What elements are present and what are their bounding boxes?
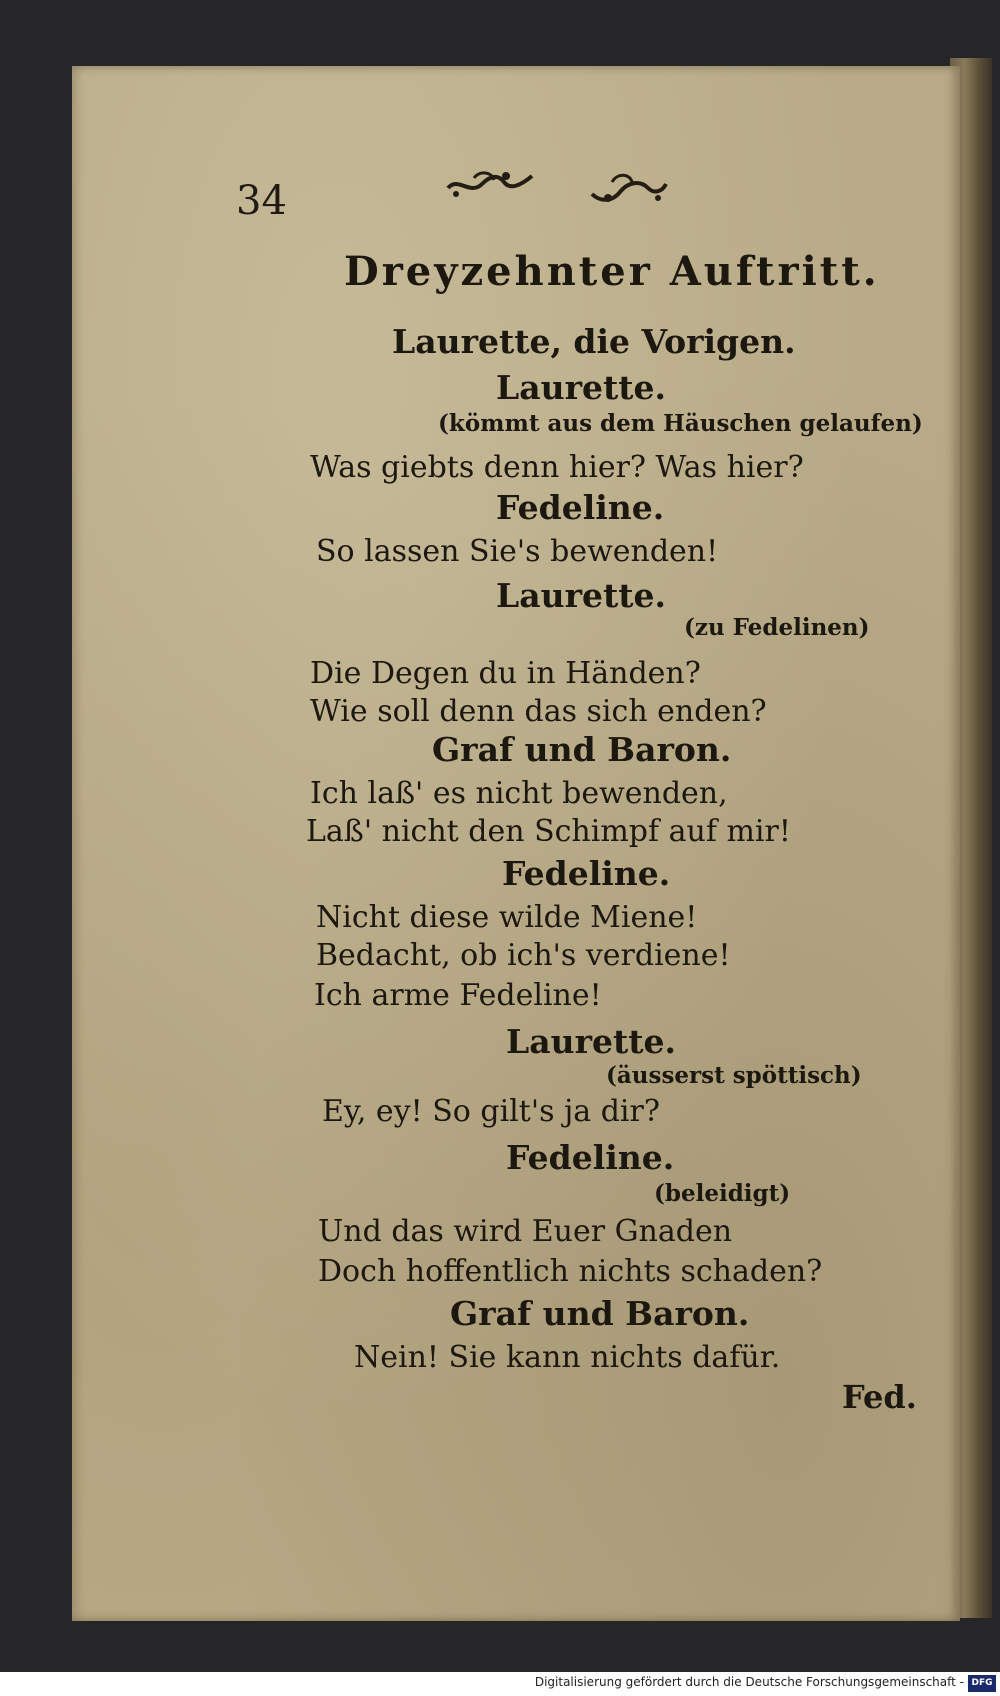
speaker-line: Graf und Baron. <box>450 1294 750 1333</box>
verse-line: Ey, ey! So gilt's ja dir? <box>322 1094 660 1129</box>
verse-line: Laß' nicht den Schimpf auf mir! <box>306 814 791 849</box>
verse-line: Ich laß' es nicht bewenden, <box>310 776 728 811</box>
speaker-line: Laurette, die Vorigen. <box>392 322 796 361</box>
catchword: Fed. <box>842 1378 917 1416</box>
digitization-footer <box>0 1672 1000 1696</box>
speaker-line: Laurette. <box>496 576 666 615</box>
verse-line: So lassen Sie's bewenden! <box>316 534 719 569</box>
verse-line: Nein! Sie kann nichts dafür. <box>354 1340 781 1375</box>
dfg-logo-icon: DFG <box>968 1675 996 1692</box>
verse-line: Was giebts denn hier? Was hier? <box>310 450 804 485</box>
verse-line: Nicht diese wilde Miene! <box>316 900 698 935</box>
verse-line: Bedacht, ob ich's verdiene! <box>316 938 731 973</box>
verse-line: Ich arme Fedeline! <box>314 978 602 1013</box>
speaker-line: Fedeline. <box>506 1138 675 1177</box>
stage-direction: (beleidigt) <box>654 1180 791 1207</box>
stage-direction: (äusserst spöttisch) <box>606 1062 862 1089</box>
ornament-right-icon <box>588 168 670 208</box>
speaker-line: Graf und Baron. <box>432 730 732 769</box>
verse-line: Und das wird Euer Gnaden <box>318 1214 733 1249</box>
verse-line: Doch hoffentlich nichts schaden? <box>318 1254 823 1289</box>
scene-heading: Dreyzehnter Auftritt. <box>344 248 880 295</box>
speaker-line: Fedeline. <box>502 854 671 893</box>
speaker-line: Laurette. <box>506 1022 676 1061</box>
ornament-left-icon <box>444 168 536 202</box>
verse-line: Die Degen du in Händen? <box>310 656 701 691</box>
page-number: 34 <box>236 178 287 224</box>
stage-direction: (zu Fedelinen) <box>684 614 870 641</box>
verse-line: Wie soll denn das sich enden? <box>310 694 767 729</box>
footer-credit: Digitalisierung gefördert durch die Deutsche Forschungsgemeinschaft - <box>534 1675 964 1689</box>
speaker-line: Laurette. <box>496 368 666 407</box>
stage-direction: (kömmt aus dem Häuschen gelaufen) <box>438 410 923 437</box>
speaker-line: Fedeline. <box>496 488 665 527</box>
